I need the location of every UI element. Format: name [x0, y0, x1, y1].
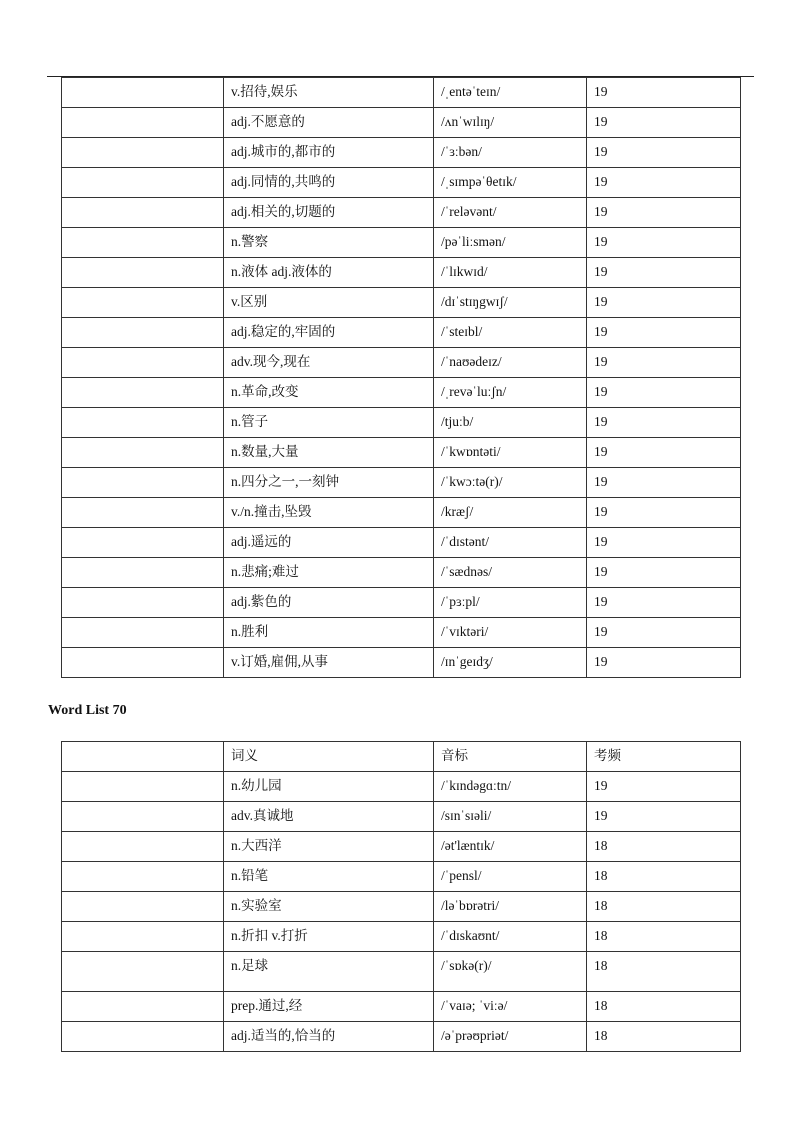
word-cell: [62, 78, 224, 108]
frequency-cell: 19: [587, 228, 741, 258]
meaning-cell: n.铅笔: [224, 862, 434, 892]
phonetic-cell: /ˈnaʊədeɪz/: [434, 348, 587, 378]
vocabulary-table-continued: [61, 77, 741, 678]
table-row: [62, 228, 741, 258]
meaning-cell: n.四分之一,一刻钟: [224, 468, 434, 498]
meaning-cell: adj.紫色的: [224, 588, 434, 618]
phonetic-cell: /ˈpensl/: [434, 862, 587, 892]
meaning-cell: adj.遥远的: [224, 528, 434, 558]
table-row: [62, 892, 741, 922]
meaning-cell: n.悲痛;难过: [224, 558, 434, 588]
word-cell: [62, 408, 224, 438]
frequency-cell: 19: [587, 802, 741, 832]
phonetic-cell: /ˈdɪskaʊnt/: [434, 922, 587, 952]
meaning-cell: adj.同情的,共鸣的: [224, 168, 434, 198]
word-cell: [62, 588, 224, 618]
table-row: [62, 862, 741, 892]
frequency-cell: 19: [587, 318, 741, 348]
word-cell: [62, 348, 224, 378]
word-cell: [62, 528, 224, 558]
word-cell: [62, 922, 224, 952]
frequency-cell: 18: [587, 992, 741, 1022]
meaning-cell: n.大西洋: [224, 832, 434, 862]
phonetic-cell: /ɪnˈgeɪdʒ/: [434, 648, 587, 678]
frequency-cell: 19: [587, 468, 741, 498]
word-cell: [62, 228, 224, 258]
frequency-cell: 19: [587, 108, 741, 138]
meaning-cell: n.幼儿园: [224, 772, 434, 802]
word-cell: [62, 952, 224, 992]
word-cell: [62, 802, 224, 832]
phonetic-cell: /pəˈliːsmən/: [434, 228, 587, 258]
frequency-cell: 19: [587, 198, 741, 228]
table-row: [62, 258, 741, 288]
meaning-cell: adv.现今,现在: [224, 348, 434, 378]
meaning-cell: adj.稳定的,牢固的: [224, 318, 434, 348]
phonetic-cell: /ˌentəˈteɪn/: [434, 78, 587, 108]
frequency-cell: 19: [587, 438, 741, 468]
table-row: [62, 648, 741, 678]
phonetic-cell: /ˈdɪstənt/: [434, 528, 587, 558]
word-cell: [62, 138, 224, 168]
phonetic-cell: /ˈkwɒntəti/: [434, 438, 587, 468]
meaning-cell: adj.相关的,切题的: [224, 198, 434, 228]
table-row: [62, 468, 741, 498]
phonetic-cell: /ˈpɜːpl/: [434, 588, 587, 618]
table-row: [62, 1022, 741, 1052]
frequency-cell: 18: [587, 892, 741, 922]
meaning-cell: adv.真诚地: [224, 802, 434, 832]
table-row: [62, 318, 741, 348]
frequency-cell: 19: [587, 378, 741, 408]
word-cell: [62, 892, 224, 922]
phonetic-cell: /ˈkɪndəgɑːtn/: [434, 772, 587, 802]
meaning-cell: v.区别: [224, 288, 434, 318]
word-cell: [62, 498, 224, 528]
table-row: [62, 78, 741, 108]
table-row: [62, 922, 741, 952]
header-frequency: 考频: [587, 742, 741, 772]
table-row: [62, 992, 741, 1022]
word-cell: [62, 772, 224, 802]
table-row: [62, 438, 741, 468]
word-cell: [62, 862, 224, 892]
word-cell: [62, 648, 224, 678]
frequency-cell: 19: [587, 78, 741, 108]
table-row: [62, 168, 741, 198]
frequency-cell: 19: [587, 528, 741, 558]
frequency-cell: 19: [587, 408, 741, 438]
meaning-cell: n.管子: [224, 408, 434, 438]
meaning-cell: v.订婚,雇佣,从事: [224, 648, 434, 678]
meaning-cell: v.招待,娱乐: [224, 78, 434, 108]
phonetic-cell: /dɪˈstɪŋgwɪʃ/: [434, 288, 587, 318]
phonetic-cell: /ˈsteɪbl/: [434, 318, 587, 348]
phonetic-cell: /ˌsɪmpəˈθetɪk/: [434, 168, 587, 198]
table-row: [62, 108, 741, 138]
word-cell: [62, 558, 224, 588]
frequency-cell: 18: [587, 862, 741, 892]
meaning-cell: n.液体 adj.液体的: [224, 258, 434, 288]
vocabulary-table-word-list-70: [61, 741, 741, 1052]
word-cell: [62, 618, 224, 648]
section-title: Word List 70: [48, 703, 127, 718]
word-cell: [62, 992, 224, 1022]
frequency-cell: 18: [587, 1022, 741, 1052]
meaning-cell: n.警察: [224, 228, 434, 258]
phonetic-cell: /ˈreləvənt/: [434, 198, 587, 228]
meaning-cell: n.革命,改变: [224, 378, 434, 408]
phonetic-cell: /ˈvaɪə; ˈviːə/: [434, 992, 587, 1022]
header-word-cell: [62, 742, 224, 772]
meaning-cell: n.足球: [224, 952, 434, 992]
table-row: [62, 802, 741, 832]
word-cell: [62, 198, 224, 228]
table-row: [62, 952, 741, 992]
table-row: [62, 618, 741, 648]
phonetic-cell: /kræʃ/: [434, 498, 587, 528]
phonetic-cell: /ˈsædnəs/: [434, 558, 587, 588]
phonetic-cell: /ˈɜːbən/: [434, 138, 587, 168]
meaning-cell: adj.适当的,恰当的: [224, 1022, 434, 1052]
table-row: [62, 498, 741, 528]
table-row: [62, 832, 741, 862]
meaning-cell: v./n.撞击,坠毁: [224, 498, 434, 528]
word-cell: [62, 318, 224, 348]
frequency-cell: 19: [587, 588, 741, 618]
phonetic-cell: /ət'læntɪk/: [434, 832, 587, 862]
table-row: [62, 772, 741, 802]
phonetic-cell: /sɪnˈsɪəli/: [434, 802, 587, 832]
table-row: [62, 558, 741, 588]
frequency-cell: 18: [587, 922, 741, 952]
meaning-cell: n.数量,大量: [224, 438, 434, 468]
frequency-cell: 19: [587, 558, 741, 588]
table-row: [62, 408, 741, 438]
word-cell: [62, 438, 224, 468]
phonetic-cell: /ˈkwɔːtə(r)/: [434, 468, 587, 498]
meaning-cell: adj.不愿意的: [224, 108, 434, 138]
table-row: [62, 588, 741, 618]
phonetic-cell: /əˈprəʊpriət/: [434, 1022, 587, 1052]
frequency-cell: 19: [587, 258, 741, 288]
meaning-cell: prep.通过,经: [224, 992, 434, 1022]
table-row: [62, 288, 741, 318]
table-row: [62, 348, 741, 378]
frequency-cell: 19: [587, 498, 741, 528]
phonetic-cell: /ʌnˈwɪlɪŋ/: [434, 108, 587, 138]
word-cell: [62, 288, 224, 318]
word-cell: [62, 832, 224, 862]
table-header-row: [62, 742, 741, 772]
frequency-cell: 19: [587, 648, 741, 678]
meaning-cell: n.折扣 v.打折: [224, 922, 434, 952]
word-cell: [62, 1022, 224, 1052]
phonetic-cell: /ləˈbɒrətri/: [434, 892, 587, 922]
word-cell: [62, 468, 224, 498]
frequency-cell: 19: [587, 168, 741, 198]
frequency-cell: 19: [587, 348, 741, 378]
frequency-cell: 19: [587, 288, 741, 318]
header-phonetic: 音标: [434, 742, 587, 772]
table-row: [62, 138, 741, 168]
table-row: [62, 378, 741, 408]
phonetic-cell: /ˌrevəˈluːʃn/: [434, 378, 587, 408]
word-cell: [62, 378, 224, 408]
frequency-cell: 19: [587, 138, 741, 168]
frequency-cell: 19: [587, 618, 741, 648]
table-row: [62, 528, 741, 558]
frequency-cell: 18: [587, 832, 741, 862]
meaning-cell: adj.城市的,都市的: [224, 138, 434, 168]
phonetic-cell: /ˈsɒkə(r)/: [434, 952, 587, 992]
phonetic-cell: /ˈlɪkwɪd/: [434, 258, 587, 288]
frequency-cell: 18: [587, 952, 741, 992]
meaning-cell: n.实验室: [224, 892, 434, 922]
word-cell: [62, 168, 224, 198]
table-row: [62, 198, 741, 228]
meaning-cell: n.胜利: [224, 618, 434, 648]
frequency-cell: 19: [587, 772, 741, 802]
phonetic-cell: /ˈvɪktəri/: [434, 618, 587, 648]
phonetic-cell: /tjuːb/: [434, 408, 587, 438]
word-cell: [62, 258, 224, 288]
header-meaning: 词义: [224, 742, 434, 772]
word-cell: [62, 108, 224, 138]
